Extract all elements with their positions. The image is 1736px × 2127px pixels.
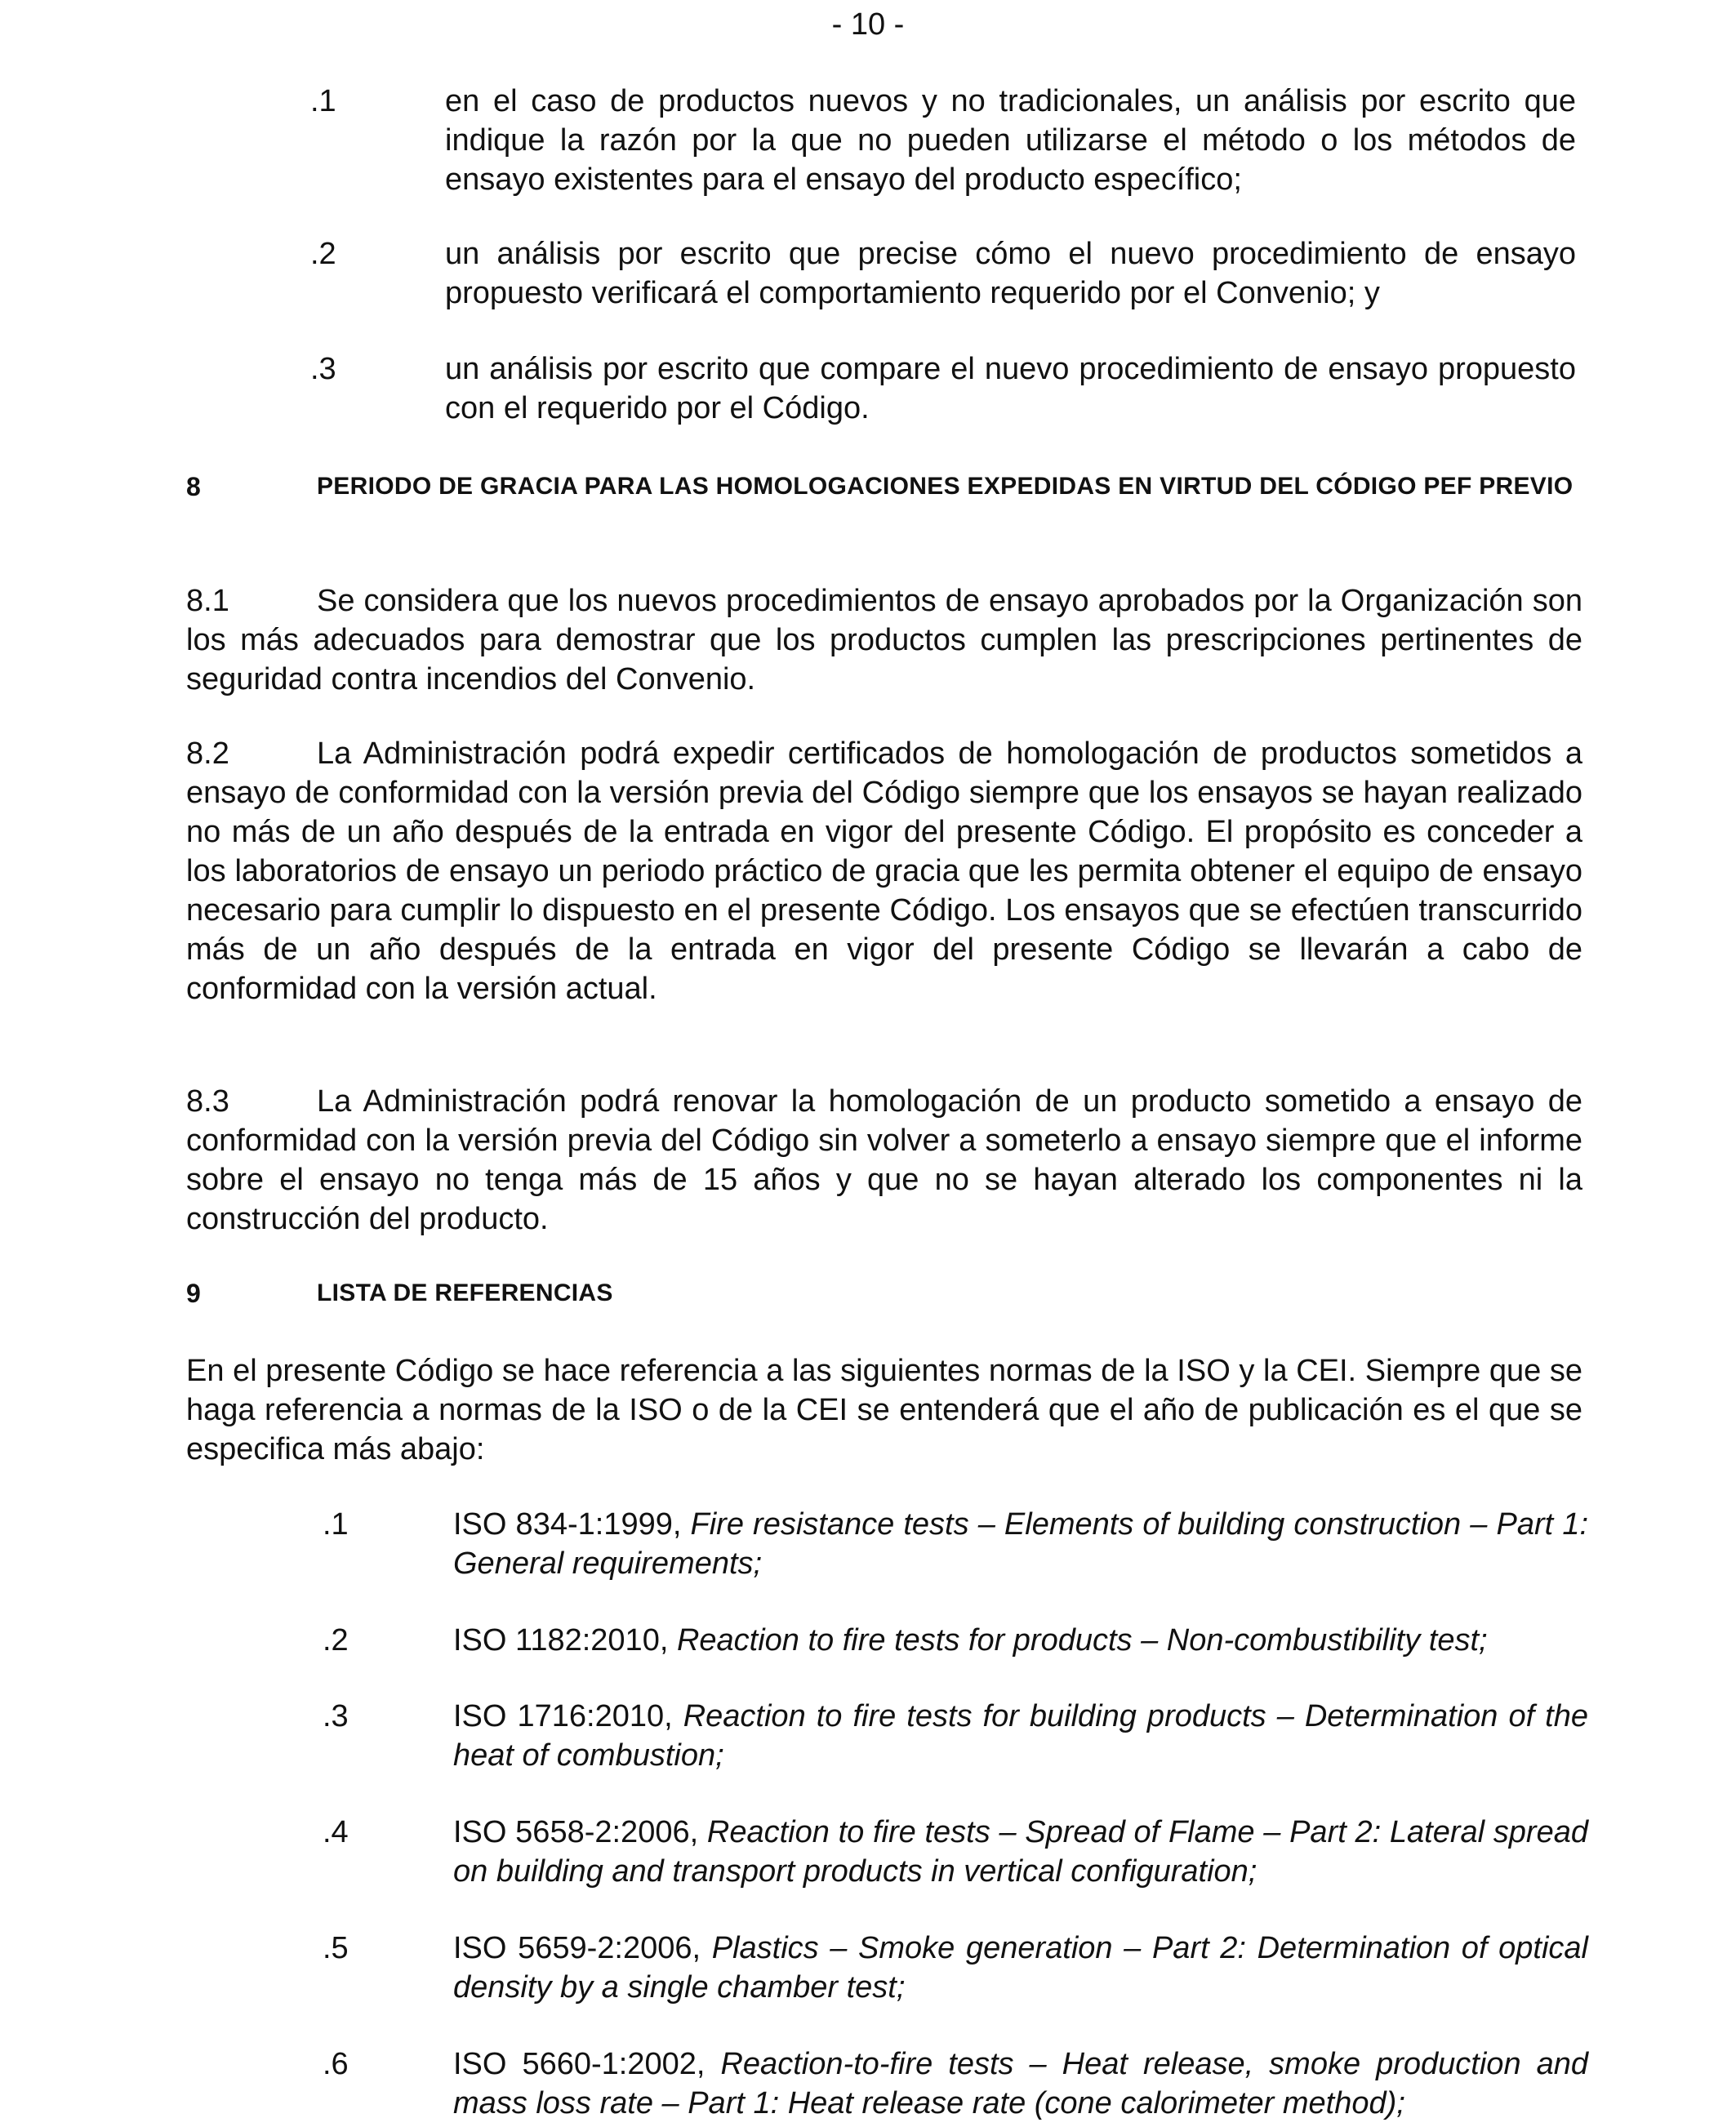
paragraph-text: Se considera que los nuevos procedimientos de ensayo aprobados por la Organización son los más adecuados para demostrar que los productos cumplen las prescripciones pertinentes de seguridad contra incendios del Convenio.: [186, 584, 1582, 696]
reference-title: Reaction to fire tests for products – Non-combustibility test;: [676, 1623, 1488, 1658]
list-item-number: .1: [310, 84, 336, 118]
reference-code: ISO 834-1:1999,: [453, 1507, 682, 1542]
paragraph-number: 8.3: [186, 1084, 229, 1119]
reference-code: ISO 5660-1:2002,: [453, 2047, 706, 2081]
list-item-text: un análisis por escrito que precise cómo el nuevo procedimiento de ensayo propuesto verificará el comportamiento requerido por el Convenio; y: [445, 237, 1576, 310]
reference-number: .1: [323, 1507, 349, 1542]
reference-title: Reaction to fire tests for building products – Determination of the heat of combustion;: [453, 1699, 1588, 1773]
paragraph-text: La Administración podrá renovar la homologación de un producto sometido a ensayo de conformidad con la versión previa del Código sin volver a someterlo a ensayo siempre que el informe sobre el ensayo no tenga más de 15 años y que no se hayan alterado los componentes ni la construcción del producto.: [186, 1084, 1582, 1236]
reference-text: [453, 1505, 1588, 1583]
paragraph: [186, 1082, 1582, 1239]
section-number: 8: [186, 472, 202, 501]
reference-text: [453, 2045, 1588, 2123]
page-number: - 10 -: [831, 7, 905, 42]
reference-title: Plastics – Smoke generation – Part 2: Determination of optical density by a single chamber test;: [453, 1931, 1588, 2005]
reference-text: [453, 1697, 1588, 1775]
list-item-number: .3: [310, 352, 336, 386]
reference-code: ISO 5658-2:2006,: [453, 1815, 699, 1849]
paragraph-text: En el presente Código se hace referencia a las siguientes normas de la ISO y la CEI. Siempre que se haga referencia a normas de la ISO o de la CEI se entenderá que el año de publicación es el que se especifica más abajo:: [186, 1354, 1582, 1466]
section-title: PERIODO DE GRACIA PARA LAS HOMOLOGACIONES EXPEDIDAS EN VIRTUD DEL CÓDIGO PEF PREVIO: [317, 473, 1574, 500]
reference-title: Reaction to fire tests – Spread of Flame – Part 2: Lateral spread on building and transport products in vertical configuration;: [453, 1815, 1588, 1889]
paragraph-number: 8.2: [186, 736, 229, 771]
paragraph: [186, 734, 1582, 1008]
reference-code: ISO 1182:2010,: [453, 1623, 669, 1658]
list-item-text: en el caso de productos nuevos y no tradicionales, un análisis por escrito que indique la razón por la que no pueden utilizarse el método o los métodos de ensayo existentes para el ensayo del producto específico;: [445, 84, 1576, 197]
reference-number: .3: [323, 1699, 349, 1733]
paragraph-text: La Administración podrá expedir certificados de homologación de productos sometidos a ensayo de conformidad con la versión previa del Código siempre que los ensayos se hayan realizado no más de un año después de la entrada en vigor del presente Código. El propósito es conceder a los laboratorios de ensayo un periodo práctico de gracia que les permita obtener el equipo de ensayo necesario para cumplir lo dispuesto en el presente Código. Los ensayos que se efectúen transcurrido más de un año después de la entrada en vigor del presente Código se llevarán a cabo de conformidad con la versión actual.: [186, 736, 1582, 1006]
section-title: LISTA DE REFERENCIAS: [317, 1279, 613, 1306]
reference-code: ISO 5659-2:2006,: [453, 1931, 701, 1965]
reference-title: Reaction-to-fire tests – Heat release, smoke production and mass loss rate – Part 1: Heat release rate (cone calorimeter method);: [453, 2047, 1588, 2120]
reference-text: [453, 1621, 1588, 1660]
reference-number: .6: [323, 2047, 349, 2081]
paragraph: [186, 1351, 1582, 1469]
list-item-text: un análisis por escrito que compare el nuevo procedimiento de ensayo propuesto con el requerido por el Código.: [445, 352, 1576, 425]
reference-number: .4: [323, 1815, 349, 1849]
reference-number: .5: [323, 1931, 349, 1965]
reference-code: ISO 1716:2010,: [453, 1699, 673, 1733]
reference-text: [453, 1929, 1588, 2007]
reference-number: .2: [323, 1623, 349, 1658]
reference-title: Fire resistance tests – Elements of building construction – Part 1: General requirements;: [453, 1507, 1589, 1581]
paragraph: [186, 581, 1582, 699]
list-item-number: .2: [310, 237, 336, 271]
section-number: 9: [186, 1279, 202, 1308]
paragraph-number: 8.1: [186, 584, 229, 618]
reference-text: [453, 1813, 1588, 1891]
